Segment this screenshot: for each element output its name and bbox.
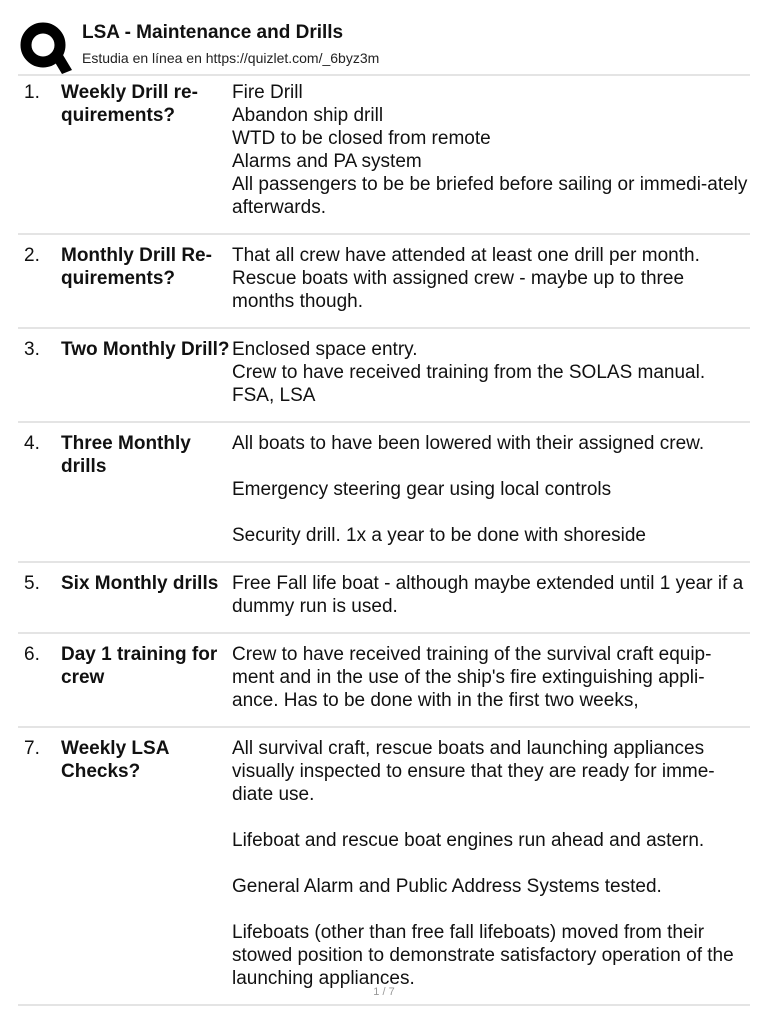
definition-line <box>232 852 750 875</box>
flashcard-item <box>18 431 750 563</box>
definition-line <box>232 898 750 921</box>
card-term: Monthly Drill Re-quirements? <box>61 245 212 289</box>
card-term: Weekly LSA Checks? <box>61 738 169 782</box>
definition-line: Emergency steering gear using local controls <box>232 479 612 500</box>
card-term: Weekly Drill re-quirements? <box>61 82 198 126</box>
definition-line: FSA, LSA <box>232 385 316 406</box>
card-definition <box>232 572 750 618</box>
definition-line: General Alarm and Public Address Systems tested. <box>232 876 662 897</box>
definition-line: WTD to be closed from remote <box>232 128 491 149</box>
flashcard-list <box>18 80 750 1014</box>
definition-line: Abandon ship drill <box>232 105 384 126</box>
flashcard-item <box>18 642 750 728</box>
card-term: Three Monthly drills <box>61 433 191 477</box>
definition-line: All boats to have been lowered with their assigned crew. <box>232 433 705 454</box>
card-definition <box>232 432 750 547</box>
card-number: 3. <box>24 339 40 360</box>
flashcard-item <box>18 80 750 235</box>
definition-line: Enclosed space entry. <box>232 339 418 360</box>
quizlet-logo-icon <box>20 20 72 74</box>
flashcard-item <box>18 243 750 329</box>
card-number: 5. <box>24 573 40 594</box>
card-definition <box>232 244 750 313</box>
page-number: 1 / 7 <box>373 986 395 998</box>
card-number: 6. <box>24 644 40 665</box>
card-number: 4. <box>24 433 40 454</box>
definition-line: Free Fall life boat - although maybe extended until 1 year if a dummy run is used. <box>232 573 744 617</box>
card-definition <box>232 338 750 407</box>
card-term: Day 1 training for crew <box>61 644 218 688</box>
definition-line: Fire Drill <box>232 82 303 103</box>
card-term: Two Monthly Drill? <box>61 339 230 360</box>
definition-line: All passengers to be be briefed before sailing or immedi-ately afterwards. <box>232 174 748 218</box>
flashcard-item <box>18 337 750 423</box>
card-number: 7. <box>24 738 40 759</box>
definition-line: Lifeboats (other than free fall lifeboats) moved from their stowed position to demonstrate satisfactory operation of the launching appliances. <box>232 922 734 989</box>
definition-line <box>232 806 750 829</box>
page-title: LSA - Maintenance and Drills <box>82 22 344 43</box>
card-term: Six Monthly drills <box>61 573 219 594</box>
definition-line: Crew to have received training of the survival craft equip-ment and in the use of the ship's fire extinguishing appli-ance. Has to be done with in the first two weeks, <box>232 644 712 711</box>
page-header <box>18 18 750 76</box>
definition-line: Rescue boats with assigned crew - maybe up to three months though. <box>232 268 685 312</box>
definition-line <box>232 455 750 478</box>
card-number: 1. <box>24 82 40 103</box>
card-number: 2. <box>24 245 40 266</box>
definition-line: Security drill. 1x a year to be done with shoreside <box>232 525 646 546</box>
definition-line: Crew to have received training from the SOLAS manual. <box>232 362 706 383</box>
definition-line: All survival craft, rescue boats and launching appliances visually inspected to ensure that they are ready for imme-diate use. <box>232 738 715 805</box>
flashcard-item <box>18 736 750 1006</box>
page-subtitle: Estudia en línea en https://quizlet.com/_6byz3m <box>82 50 380 66</box>
card-definition <box>232 737 750 990</box>
definition-line: Lifeboat and rescue boat engines run ahead and astern. <box>232 830 705 851</box>
definition-line: That all crew have attended at least one drill per month. <box>232 245 700 266</box>
definition-line <box>232 501 750 524</box>
card-definition <box>232 81 750 219</box>
definition-line: Alarms and PA system <box>232 151 422 172</box>
card-definition <box>232 643 750 712</box>
flashcard-item <box>18 571 750 634</box>
